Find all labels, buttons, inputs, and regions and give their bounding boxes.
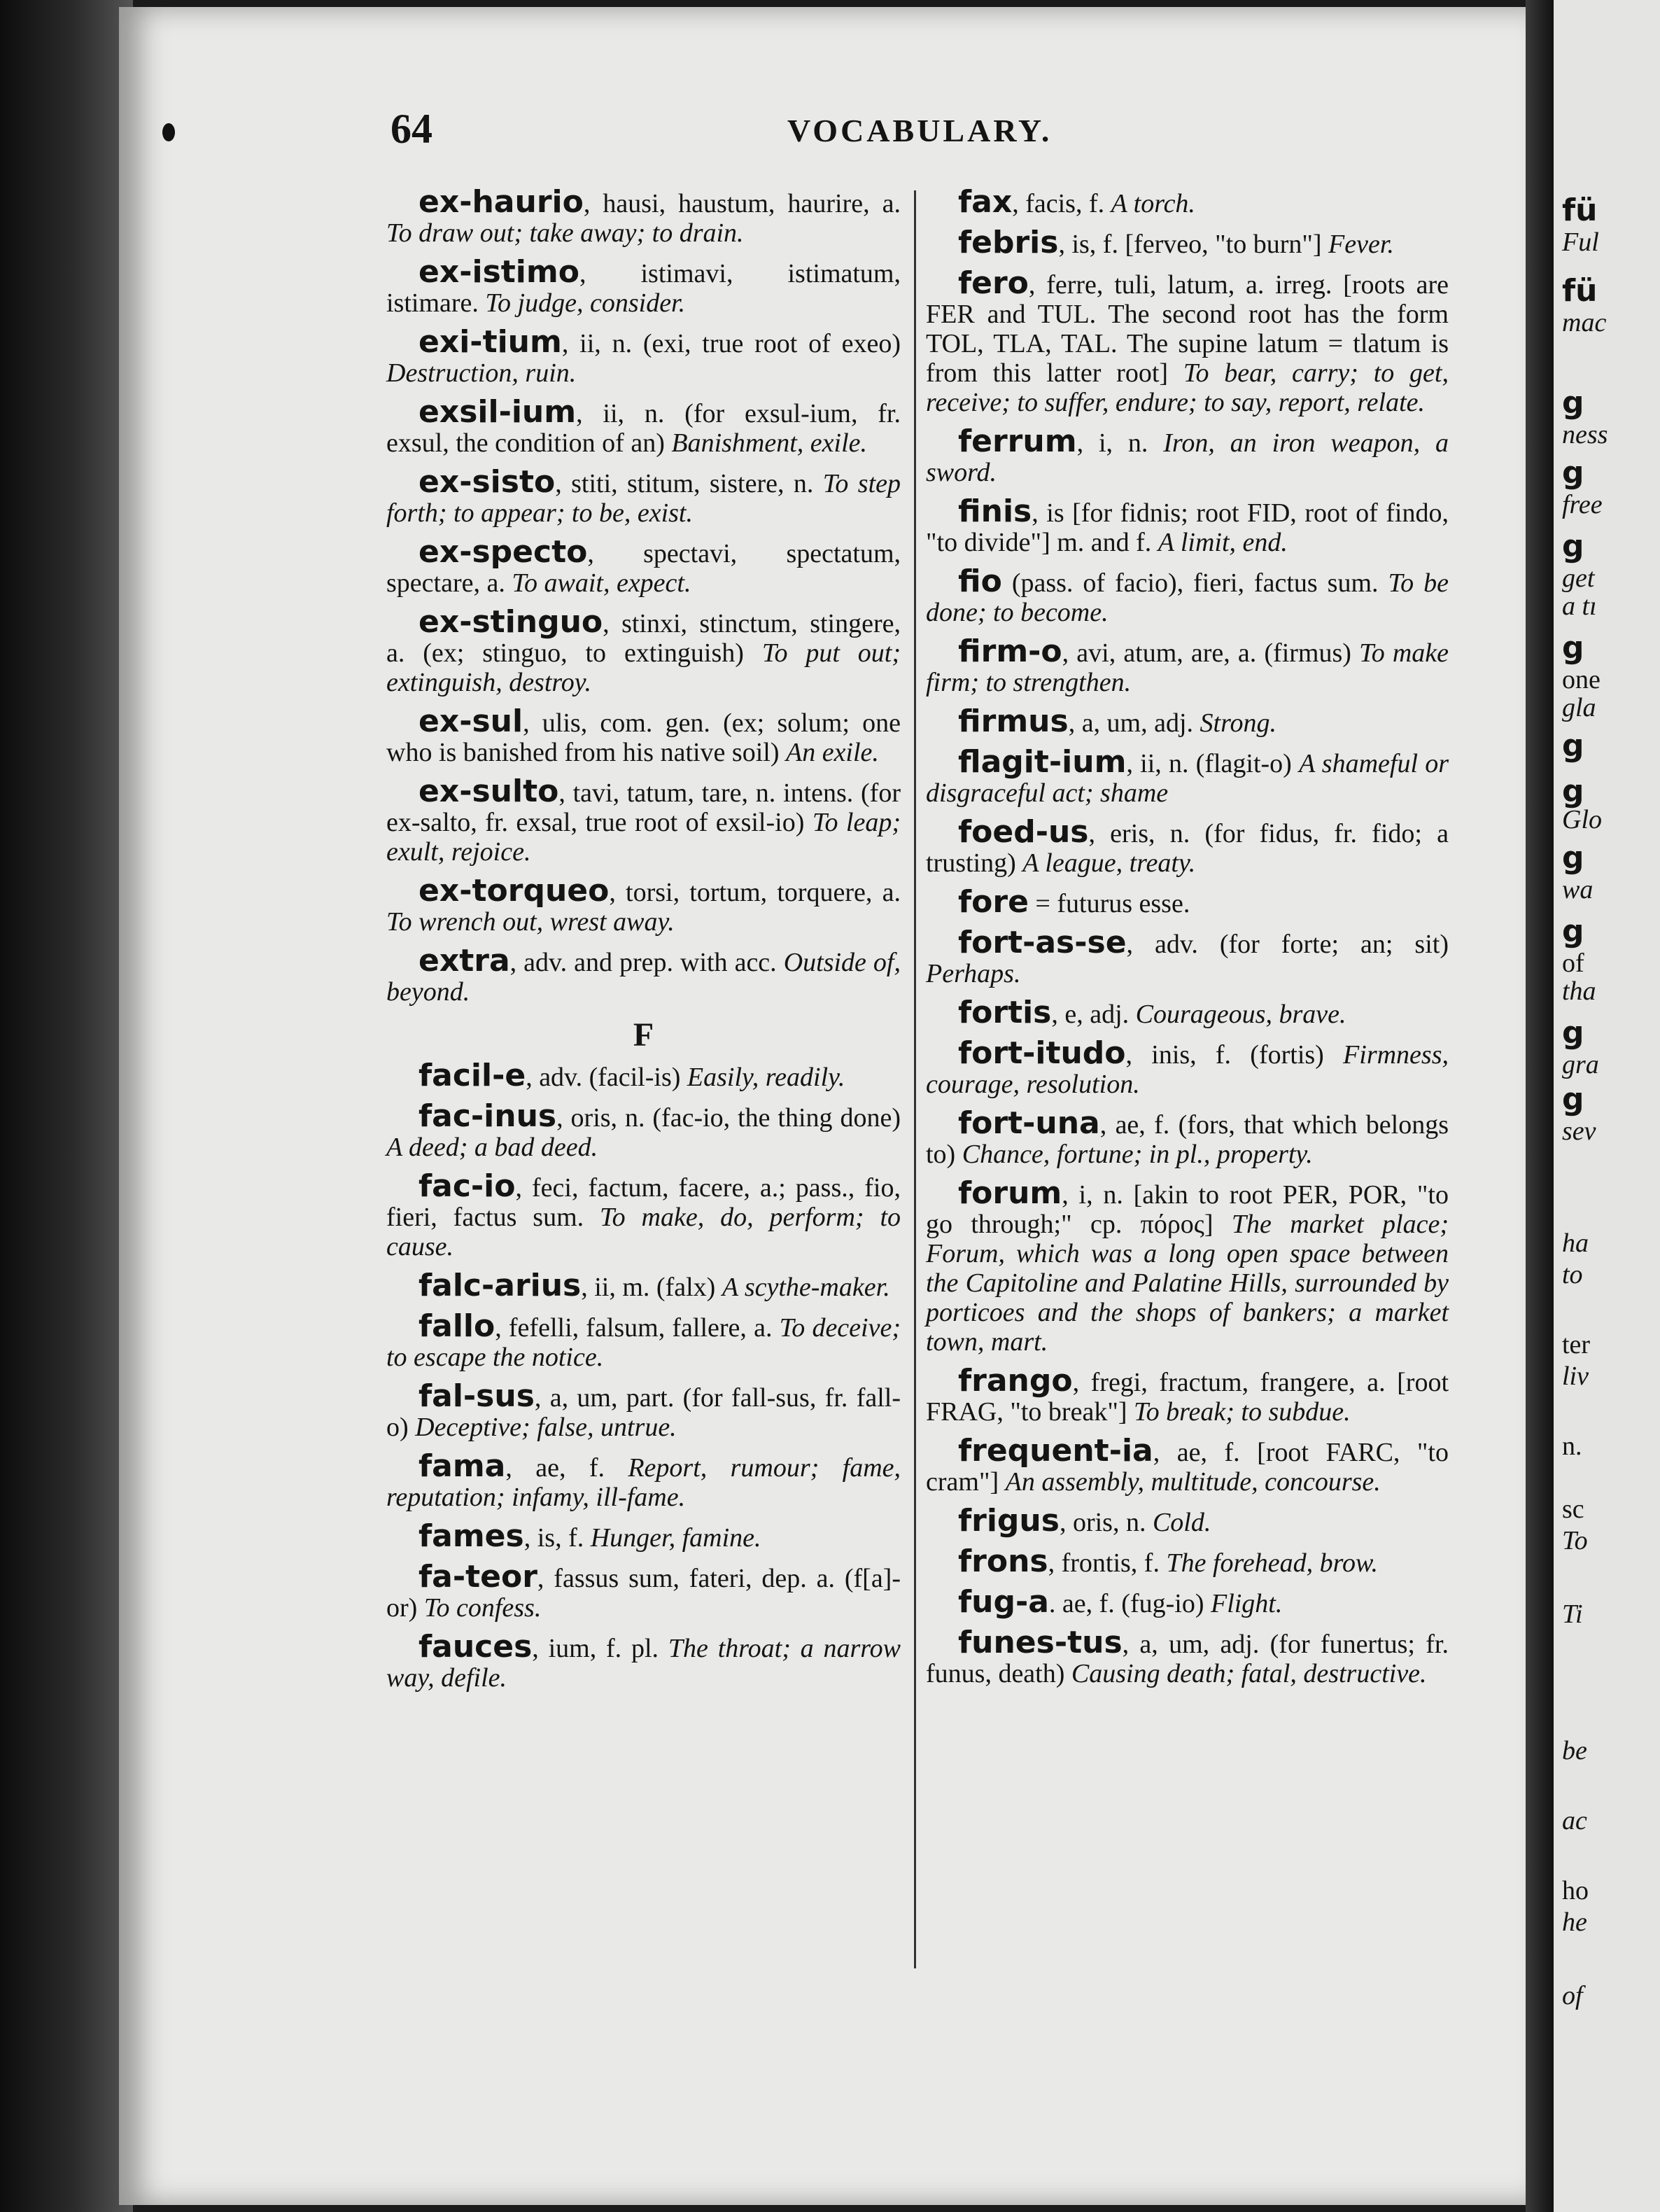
facing-page-fragment: one <box>1562 665 1601 694</box>
entry-definition: Firmness, courage, resolution. <box>926 1040 1449 1099</box>
entry-grammar: , ae, f. [root FARC, "to cram"] <box>926 1438 1449 1497</box>
running-head: VOCABULARY. <box>787 113 1053 148</box>
facing-page-fragment: get <box>1562 564 1595 593</box>
facing-page-fragment: sev <box>1562 1116 1596 1146</box>
facing-page-fragment: g <box>1562 630 1584 666</box>
entry-grammar: . ae, f. (fug-io) <box>1048 1589 1204 1618</box>
entry-grammar: , torsi, tortum, torquere, a. <box>609 878 901 907</box>
entry-grammar: , facis, f. <box>1012 189 1105 218</box>
entry-grammar: , istimavi, istimatum, istimare. <box>386 259 901 318</box>
dictionary-entry <box>386 1518 901 1554</box>
facing-page-fragment: g <box>1562 385 1584 421</box>
entry-grammar: , i, n. <box>1076 428 1148 458</box>
dictionary-entry <box>386 1168 901 1261</box>
entry-headword: firm-o <box>958 634 1062 669</box>
dictionary-entry <box>926 265 1449 417</box>
entry-definition: Iron, an iron weapon, a sword. <box>926 428 1449 487</box>
entry-definition: Chance, fortune; in pl., property. <box>962 1140 1313 1169</box>
facing-page-fragment: of <box>1562 948 1584 978</box>
dictionary-entry <box>926 1175 1449 1357</box>
facing-page-fragment: ha <box>1562 1228 1589 1258</box>
entry-definition: Courageous, brave. <box>1135 1000 1346 1029</box>
entry-grammar: , ii, n. (exi, true root of exeo) <box>561 329 901 358</box>
entry-grammar: , tavi, tatum, tare, n. intens. (for ex-salto, fr. exsal, true root of exsil-io) <box>386 778 901 837</box>
entry-definition: Cold. <box>1152 1508 1211 1537</box>
dictionary-entry <box>386 394 901 458</box>
entry-grammar: , ae, f. (fors, that which belongs to) <box>926 1110 1449 1169</box>
entry-grammar: , eris, n. (for fidus, fr. fido; a trusting) <box>926 819 1449 878</box>
dictionary-entry <box>926 424 1449 487</box>
entry-headword: fort-una <box>958 1105 1100 1141</box>
facing-page-fragment: ness <box>1562 420 1608 449</box>
facing-page-fragment: g <box>1562 774 1584 809</box>
entry-definition: A league, treaty. <box>1022 848 1196 878</box>
entry-grammar: , oris, n. <box>1059 1508 1146 1537</box>
entry-headword: frigus <box>958 1503 1060 1539</box>
entry-grammar: , inis, f. (fortis) <box>1125 1040 1324 1070</box>
page-number: 64 <box>391 106 432 152</box>
right-column <box>926 184 1449 1698</box>
entry-headword: fort-itudo <box>958 1035 1126 1071</box>
dictionary-entry <box>926 184 1449 220</box>
entry-headword: ex-istimo <box>418 254 579 290</box>
entry-definition: Flight. <box>1210 1589 1283 1618</box>
entry-headword: exi-tium <box>418 324 562 360</box>
dictionary-entry <box>926 744 1449 808</box>
entry-grammar: , ii, n. (for exsul-ium, fr. exsul, the condition of an) <box>386 399 901 458</box>
book-gutter <box>1526 0 1554 2212</box>
dictionary-entry <box>926 1035 1449 1099</box>
entry-grammar: , stiti, stitum, sistere, n. <box>555 469 814 498</box>
facing-page-fragment: g <box>1562 728 1584 764</box>
facing-page-fragment: he <box>1562 1907 1587 1937</box>
entry-definition: To make, do, perform; to cause. <box>386 1203 901 1261</box>
entry-definition: To bear, carry; to get, receive; to suffer, endure; to say, report, relate. <box>926 358 1449 417</box>
entry-definition: Banishment, exile. <box>671 428 867 458</box>
entry-definition: An assembly, multitude, concourse. <box>1005 1467 1381 1497</box>
entry-definition: A scythe-maker. <box>722 1273 890 1302</box>
dictionary-entry <box>926 1544 1449 1579</box>
entry-grammar: , ii, m. (falx) <box>581 1273 716 1302</box>
dictionary-entry <box>926 225 1449 260</box>
dictionary-entry <box>926 704 1449 739</box>
dictionary-entry <box>386 1058 901 1093</box>
dictionary-entry <box>386 943 901 1007</box>
entry-grammar: , spectavi, spectatum, spectare, a. <box>386 539 901 598</box>
entry-headword: ex-torqueo <box>418 873 610 909</box>
entry-grammar: , ferre, tuli, latum, a. irreg. [roots are FER and TUL. The second root has the form TOL, TLA, TAL. The supine latum = tlatum is from this latter root] <box>926 270 1449 388</box>
entry-headword: ex-specto <box>418 534 588 570</box>
entry-headword: forum <box>958 1175 1062 1211</box>
entry-headword: ex-haurio <box>418 184 584 220</box>
facing-page-fragment: fü <box>1562 273 1598 309</box>
facing-page-fragment: Ful <box>1562 227 1599 257</box>
entry-headword: fug-a <box>958 1584 1049 1620</box>
entry-grammar: , ae, f. <box>505 1453 605 1483</box>
entry-grammar: , adv. (for forte; an; sit) <box>1126 930 1449 959</box>
entry-headword: ex-sul <box>418 704 523 739</box>
entry-headword: facil-e <box>418 1058 526 1093</box>
entry-definition: An exile. <box>785 738 879 767</box>
entry-definition: Destruction, ruin. <box>386 358 577 388</box>
facing-page-fragment: ho <box>1562 1876 1589 1905</box>
dictionary-entry <box>926 493 1449 557</box>
facing-page-fragment: a tı <box>1562 592 1597 621</box>
entry-definition: Easily, readily. <box>687 1063 845 1092</box>
entry-definition: To leap; exult, rejoice. <box>386 808 901 867</box>
entry-grammar: , hausi, haustum, haurire, a. <box>583 189 901 218</box>
dictionary-entry <box>386 1629 901 1693</box>
entry-definition: The throat; a narrow way, defile. <box>386 1634 901 1693</box>
entry-definition: To step forth; to appear; to be, exist. <box>386 469 901 528</box>
dictionary-entry <box>386 1268 901 1303</box>
entry-grammar: , i, n. [akin to root PER, POR, "to go through;" cp. πόρος] <box>926 1180 1449 1239</box>
entry-definition: Causing death; fatal, destructive. <box>1071 1659 1427 1688</box>
entry-definition: Outside of, beyond. <box>386 948 901 1007</box>
entry-headword: ex-stinguo <box>418 604 603 640</box>
entry-grammar: , stinxi, stinctum, stingere, a. (ex; stinguo, to extinguish) <box>386 609 901 668</box>
dictionary-entry <box>386 1308 901 1372</box>
entry-grammar: , fefelli, falsum, fallere, a. <box>495 1313 773 1343</box>
entry-headword: frons <box>958 1544 1048 1579</box>
entry-headword: fax <box>958 184 1013 220</box>
facing-page-fragment: To <box>1562 1526 1588 1555</box>
dictionary-entry <box>386 604 901 697</box>
entry-headword: firmus <box>958 704 1069 739</box>
entry-headword: fames <box>418 1518 524 1554</box>
facing-page-fragment: ac <box>1562 1806 1587 1835</box>
entry-definition: Hunger, famine. <box>590 1523 761 1553</box>
entry-headword: ex-sisto <box>418 464 556 500</box>
entry-grammar: (pass. of facio), fieri, factus sum. <box>1001 568 1379 598</box>
entry-definition: To make firm; to strengthen. <box>926 638 1449 697</box>
facing-page-left-edge <box>0 0 133 2212</box>
entry-definition: To deceive; to escape the notice. <box>386 1313 901 1372</box>
entry-grammar: , is [for fidnis; root FID, root of findo, "to divide"] m. and f. <box>926 498 1449 557</box>
facing-page-fragment: wa <box>1562 875 1594 904</box>
entry-headword: febris <box>958 225 1059 260</box>
entry-headword: extra <box>418 943 510 979</box>
facing-page-fragment: free <box>1562 490 1603 519</box>
entry-definition: To wrench out, wrest away. <box>386 907 675 937</box>
entry-grammar: = futurus esse. <box>1028 889 1190 918</box>
entry-definition: Fever. <box>1328 230 1394 259</box>
dictionary-entry <box>386 1448 901 1512</box>
entry-definition: To judge, consider. <box>485 288 686 318</box>
facing-page-fragment: gra <box>1562 1050 1599 1079</box>
entry-headword: fero <box>958 265 1029 301</box>
entry-headword: fortis <box>958 995 1052 1030</box>
entry-definition: To draw out; take away; to drain. <box>386 218 744 248</box>
dictionary-entry <box>386 1378 901 1442</box>
dictionary-entry <box>926 564 1449 627</box>
entry-headword: exsil-ium <box>418 394 577 430</box>
entry-grammar: , e, adj. <box>1051 1000 1130 1029</box>
entry-headword: fio <box>958 564 1002 599</box>
entry-headword: funes-tus <box>958 1625 1123 1660</box>
entry-headword: foed-us <box>958 814 1089 850</box>
entry-headword: fama <box>418 1448 506 1484</box>
margin-mark <box>162 123 175 141</box>
entry-grammar: , avi, atum, are, a. (firmus) <box>1062 638 1351 668</box>
entry-headword: falc-arius <box>418 1268 582 1303</box>
entry-definition: Report, rumour; fame, reputation; infamy, ill-fame. <box>386 1453 901 1512</box>
entry-headword: fore <box>958 884 1029 920</box>
entry-definition: A torch. <box>1111 189 1195 218</box>
entry-grammar: , fassus sum, fateri, dep. a. (f[a]-or) <box>386 1564 901 1623</box>
section-letter: F <box>633 1016 654 1054</box>
dictionary-entry <box>926 925 1449 988</box>
dictionary-entry <box>926 634 1449 697</box>
entry-grammar: , adv. (facil-is) <box>526 1063 681 1092</box>
entry-definition: The forehead, brow. <box>1166 1548 1379 1578</box>
entry-headword: fa-teor <box>418 1559 537 1595</box>
entry-grammar: , is, f. <box>523 1523 584 1553</box>
facing-page-fragment: g <box>1562 528 1584 564</box>
facing-page-fragment: sc <box>1562 1494 1584 1524</box>
entry-headword: fac-io <box>418 1168 516 1204</box>
entry-grammar: , ium, f. pl. <box>532 1634 659 1663</box>
entry-headword: finis <box>958 493 1032 529</box>
dictionary-entry <box>386 464 901 528</box>
dictionary-entry <box>386 1559 901 1623</box>
entry-grammar: , ii, n. (flagit-o) <box>1126 749 1292 778</box>
dictionary-entry <box>386 704 901 767</box>
entry-grammar: , ulis, com. gen. (ex; solum; one who is banished from his native soil) <box>386 708 901 767</box>
entry-definition: To be done; to become. <box>926 568 1449 627</box>
facing-page-fragment: n. <box>1562 1432 1582 1461</box>
facing-page-fragment: liv <box>1562 1362 1589 1391</box>
facing-page-fragment: ter <box>1562 1330 1591 1359</box>
entry-definition: To put out; extinguish, destroy. <box>386 638 901 697</box>
facing-page-fragment: be <box>1562 1736 1587 1765</box>
dictionary-entry <box>926 995 1449 1030</box>
facing-page-fragment: fü <box>1562 192 1598 228</box>
dictionary-entry <box>386 1098 901 1162</box>
entry-headword: fauces <box>418 1629 533 1665</box>
entry-headword: fac-inus <box>418 1098 557 1134</box>
entry-definition: A shameful or disgraceful act; shame <box>926 749 1449 808</box>
entry-grammar: , adv. and prep. with acc. <box>509 948 777 977</box>
facing-page-fragment: to <box>1562 1260 1583 1289</box>
dictionary-entry <box>926 814 1449 878</box>
entry-grammar: , is, f. [ferveo, "to burn"] <box>1058 230 1322 259</box>
dictionary-entry <box>386 184 901 248</box>
entry-definition: To break; to subdue. <box>1134 1397 1351 1427</box>
entry-grammar: , feci, factum, facere, a.; pass., fio, fieri, factus sum. <box>386 1173 901 1232</box>
entry-definition: Strong. <box>1200 708 1276 738</box>
facing-page-fragment: g <box>1562 1082 1584 1117</box>
entry-headword: ferrum <box>958 424 1077 459</box>
dictionary-entry <box>386 873 901 937</box>
facing-page-fragment: g <box>1562 455 1584 491</box>
facing-page-fragment: Glo <box>1562 805 1602 834</box>
entry-grammar: , frontis, f. <box>1048 1548 1160 1578</box>
entry-headword: ex-sulto <box>418 774 559 809</box>
entry-definition: Deceptive; false, untrue. <box>415 1413 677 1442</box>
dictionary-entry <box>926 1363 1449 1427</box>
entry-headword: fal-sus <box>418 1378 535 1414</box>
dictionary-entry <box>386 774 901 867</box>
entry-headword: frequent-ia <box>958 1433 1153 1469</box>
facing-page-fragment: Ti <box>1562 1600 1583 1629</box>
facing-page-fragment: g <box>1562 1015 1584 1051</box>
entry-definition: The market place; Forum, which was a long open space between the Capitoline and Palatine Hills, surrounded by porticoes and the shops of bankers; a market town, mart. <box>926 1210 1449 1357</box>
dictionary-entry <box>386 254 901 318</box>
entry-definition: To await, expect. <box>512 568 691 598</box>
entry-definition: A deed; a bad deed. <box>386 1133 598 1162</box>
facing-page-fragment: gla <box>1562 693 1596 722</box>
column-divider <box>914 190 916 1968</box>
facing-page-fragment: mac <box>1562 308 1607 337</box>
entry-headword: flagit-ium <box>958 744 1127 780</box>
facing-page-fragment: tha <box>1562 976 1596 1006</box>
facing-page-fragment: g <box>1562 913 1584 949</box>
dictionary-entry <box>926 1433 1449 1497</box>
entry-grammar: , oris, n. (fac-io, the thing done) <box>556 1103 901 1133</box>
entry-definition: To confess. <box>423 1593 542 1623</box>
dictionary-entry <box>926 1503 1449 1539</box>
facing-page-fragment: g <box>1562 840 1584 876</box>
entry-headword: fallo <box>418 1308 495 1344</box>
dictionary-entry <box>926 1105 1449 1169</box>
left-column <box>386 184 901 1702</box>
dictionary-entry <box>926 1625 1449 1688</box>
dictionary-entry <box>386 324 901 388</box>
facing-page-fragment: of <box>1562 1981 1583 2010</box>
entry-grammar: , a, um, part. (for fall-sus, fr. fall-o) <box>386 1383 901 1442</box>
dictionary-entry <box>926 884 1449 920</box>
entry-grammar: , a, um, adj. (for funertus; fr. funus, death) <box>926 1630 1449 1688</box>
facing-page-right <box>1554 0 1660 2212</box>
entry-headword: frango <box>958 1363 1073 1399</box>
dictionary-entry <box>386 534 901 598</box>
entry-grammar: , a, um, adj. <box>1068 708 1194 738</box>
entry-grammar: , fregi, fractum, frangere, a. [root FRAG, "to break"] <box>926 1368 1449 1427</box>
entry-definition: A limit, end. <box>1158 528 1288 557</box>
entry-headword: fort-as-se <box>958 925 1127 960</box>
dictionary-entry <box>926 1584 1449 1620</box>
entry-definition: Perhaps. <box>926 959 1021 988</box>
